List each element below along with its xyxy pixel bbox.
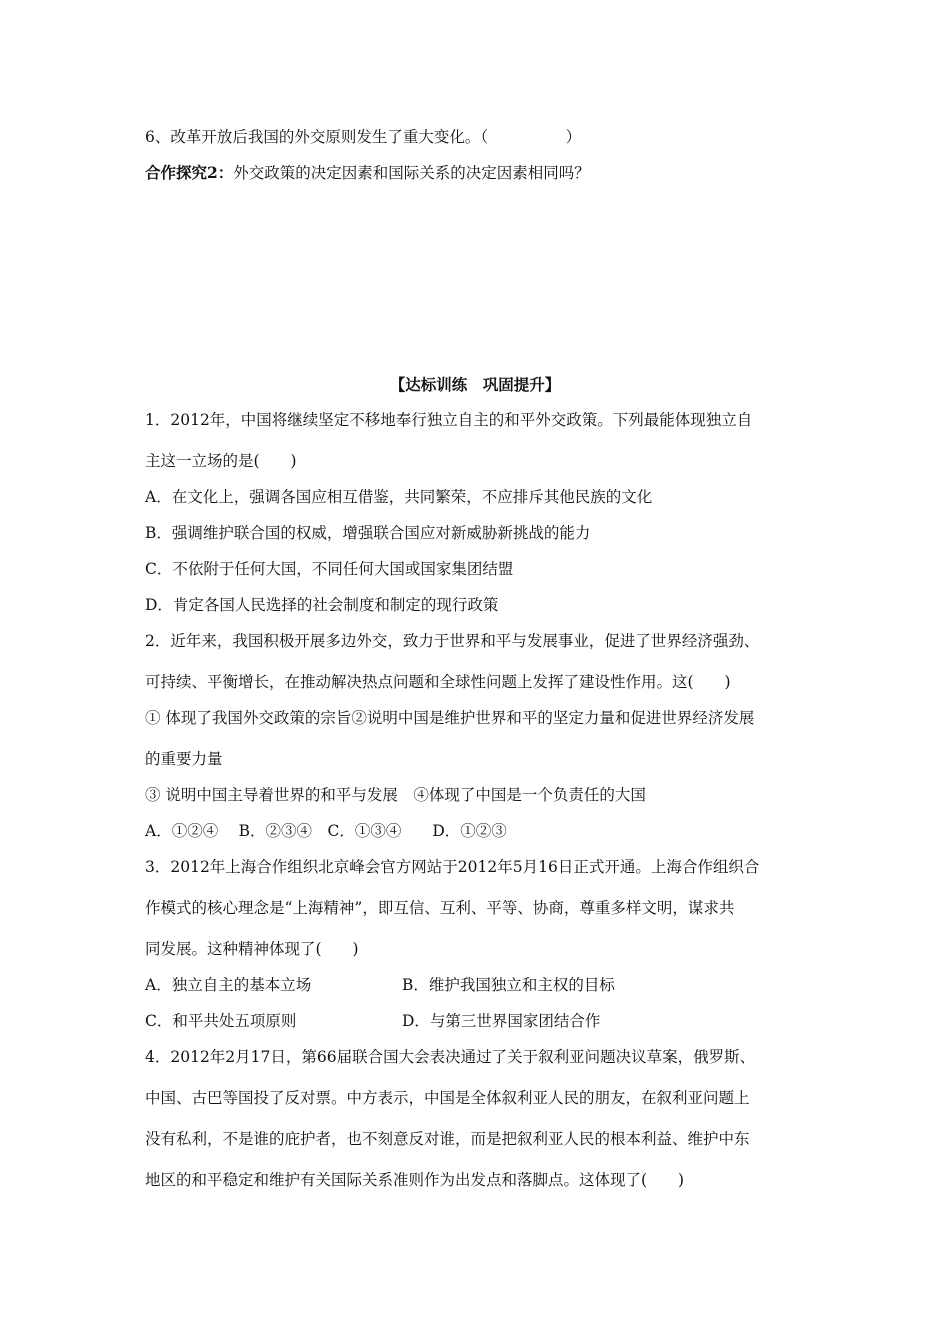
q3-option-b: B．维护我国独立和主权的目标 (402, 976, 615, 994)
q2-statement-line-1: ① 体现了我国外交政策的宗旨②说明中国是维护世界和平的坚定力量和促进世界经济发展 (145, 709, 755, 727)
q4-stem-line-1: 4．2012年2月17日，第66届联合国大会表决通过了关于叙利亚问题决议草案，俄罗斯、 (145, 1048, 756, 1066)
q2-stem-line-2: 可持续、平衡增长，在推动解决热点问题和全球性问题上发挥了建设性作用。这( ) (145, 673, 731, 691)
q4-stem-line-4: 地区的和平稳定和维护有关国际关系准则作为出发点和落脚点。这体现了( ) (145, 1171, 685, 1189)
q4-stem-line-3: 没有私利，不是谁的庇护者，也不刻意反对谁，而是把叙利亚人民的根本利益、维护中东 (145, 1130, 750, 1148)
q1-option-a: A．在文化上，强调各国应相互借鉴，共同繁荣，不应排斥其他民族的文化 (145, 488, 653, 506)
q2-stem-line-1: 2．近年来，我国积极开展多边外交，致力于世界和平与发展事业，促进了世界经济强劲、 (145, 632, 760, 650)
q2-choices: A．①②④ B．②③④ C．①③④ D．①②③ (145, 822, 507, 840)
q1-stem-line-2: 主这一立场的是( ) (145, 452, 297, 470)
section-heading: 【达标训练 巩固提升】 (389, 375, 561, 394)
q3-stem-line-1: 3．2012年上海合作组织北京峰会官方网站于2012年5月16日正式开通。上海合作组织合 (145, 858, 760, 876)
q2-statement-line-2: 的重要力量 (145, 750, 223, 768)
q4-stem-line-2: 中国、古巴等国投了反对票。中方表示，中国是全体叙利亚人民的朋友，在叙利亚问题上 (145, 1089, 750, 1107)
q3-stem-line-2: 作模式的核心理念是“上海精神”，即互信、互利、平等、协商，尊重多样文明，谋求共 (145, 899, 735, 917)
question-6: 6、改革开放后我国的外交原则发生了重大变化。（ ） (145, 128, 582, 146)
q1-option-c: C．不依附于任何大国，不同任何大国或国家集团结盟 (145, 560, 514, 578)
q1-option-d: D．肯定各国人民选择的社会制度和制定的现行政策 (145, 596, 499, 614)
q3-option-d: D．与第三世界国家团结合作 (402, 1012, 601, 1030)
cooperative-inquiry-text: 外交政策的决定因素和国际关系的决定因素相同吗？ (233, 164, 590, 182)
cooperative-inquiry-2 (145, 163, 590, 183)
q3-stem-line-3: 同发展。这种精神体现了( ) (145, 940, 359, 958)
q3-option-c: C．和平共处五项原则 (145, 1012, 297, 1030)
cooperative-inquiry-label: 合作探究2： (145, 163, 234, 182)
q2-statement-line-3: ③ 说明中国主导着世界的和平与发展 ④体现了中国是一个负责任的大国 (145, 786, 646, 804)
q1-option-b: B．强调维护联合国的权威，增强联合国应对新威胁新挑战的能力 (145, 524, 591, 542)
q1-stem-line-1: 1．2012年，中国将继续坚定不移地奉行独立自主的和平外交政策。下列最能体现独立自 (145, 411, 753, 429)
q3-option-a: A．独立自主的基本立场 (145, 976, 312, 994)
